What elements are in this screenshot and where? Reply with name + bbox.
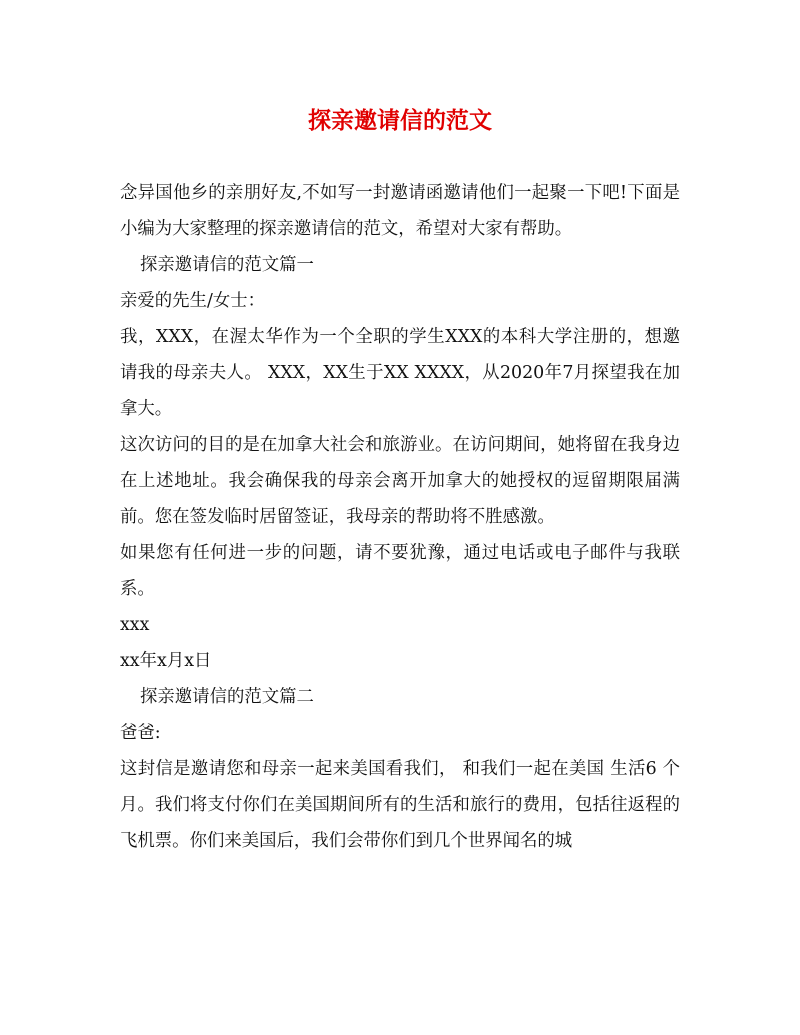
letter1-paragraph-3: 如果您有任何进一步的问题，请不要犹豫，通过电话或电子邮件与我联系。 [120, 543, 680, 599]
document-title: 探亲邀请信的范文 [308, 107, 492, 134]
letter1-salutation: 亲爱的先生/女士： [120, 291, 265, 311]
letter2-paragraph-1: 这封信是邀请您和母亲一起来美国看我们， 和我们一起在美国 生活6 个月。我们将支付你们在美国期间所有的生活和旅行的费用，包括往返程的飞机票。你们来美国后，我们会带你们到几个世界闻名的城 [120, 759, 680, 851]
letter1-paragraph-2: 这次访问的目的是在加拿大社会和旅游业。在访问期间，她将留在我身边在上述地址。我会确保我的母亲会离开加拿大的她授权的逗留期限届满前。您在签发临时居留签证，我母亲的帮助将不胜感激。 [120, 435, 680, 527]
letter1-signature: xxx [120, 615, 150, 635]
letter2-salutation: 爸爸: [120, 723, 161, 743]
document-body [120, 175, 680, 859]
section-heading-2: 探亲邀请信的范文篇二 [140, 687, 314, 707]
letter1-paragraph-1: 我，XXX，在渥太华作为一个全职的学生XXX的本科大学注册的，想邀请我的母亲夫人。 XXX，XX生于XX XXXX，从2020年7月探望我在加拿大。 [120, 327, 680, 419]
letter1-date: xx年x月x日 [120, 651, 212, 671]
section-heading-1: 探亲邀请信的范文篇一 [140, 255, 314, 275]
intro-paragraph: 念异国他乡的亲朋好友,不如写一封邀请函邀请他们一起聚一下吧!下面是小编为大家整理的探亲邀请信的范文，希望对大家有帮助。 [120, 183, 680, 239]
